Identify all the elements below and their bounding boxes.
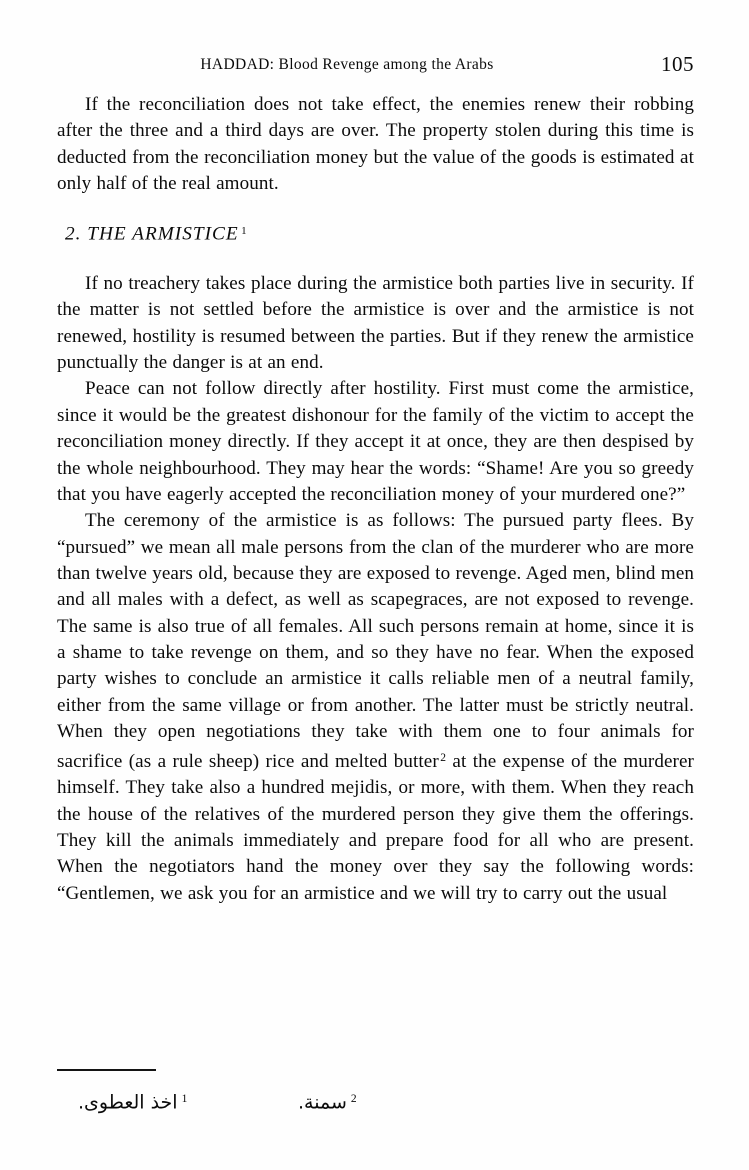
page-body: [57, 92, 694, 907]
footnote-separator-rule: [57, 1069, 156, 1071]
page-number: 105: [661, 52, 694, 76]
paragraph-reconciliation-renew: If the reconciliation does not take effect, the enemies renew their robbing after the three and a third days are over. The property stolen during this time is deducted from the reconciliation money but the value of the goods is estimated at only half of the real amount.: [57, 94, 694, 195]
section-heading-footnote-marker: 1: [241, 225, 247, 238]
paragraph-peace-cannot-follow: Peace can not follow directly after hostility. First must come the armistice, since it would be the greatest dishonour for the family of the victim to accept the reconciliation money directly. If they accept it at once, they are then despised by the whole neighbourhood. They may hear the words: “Shame! Are you so greedy that you have eagerly accepted the reconciliation money of your murdered one?”: [57, 378, 694, 505]
paragraph-ceremony-part-1: The ceremony of the armistice is as follows: The pursued party flees. By “pursued” we mean all male persons from the clan of the murderer who are more than twelve years old, because they are exposed to revenge. Aged men, blind men and all males with a defect, as well as scapegraces, are not exposed to revenge. The same is also true of all females. All such persons remain at home, since it is a shame to take revenge on them, and so they have no fear. When the exposed party wishes to conclude an armistice it calls reliable men of a neutral family, either from the same village or from another. The latter must be strictly neutral. When they open negotiations they take with them one to four animals for sacrifice (as a rule sheep) rice and melted butter: [57, 510, 694, 773]
running-head-title: HADDAD: Blood Revenge among the Arabs: [200, 56, 494, 73]
footnote-zone: [57, 1069, 694, 1120]
section-heading: [57, 218, 694, 248]
spacer-before-heading: [57, 197, 694, 218]
spacer-after-heading: [57, 248, 694, 271]
footnote-1: [78, 1084, 187, 1117]
footnote-line: [57, 1084, 694, 1120]
footnote-2-text: سمنة.: [298, 1090, 347, 1113]
paragraph-ceremony: [57, 508, 694, 907]
paragraph-ceremony-part-2: at the expense of the murderer himself. They take also a hundred mejidis, or more, with them. When they reach the house of the relatives of the murdered person they give them the offerings. They kill the animals immediately and prepare food for all who are present. When the negotiators hand the money over they say the following words: “Gentlemen, we ask you for an armistice and we will try to carry out the usual: [57, 751, 694, 904]
footnote-2-marker: 2: [350, 1092, 357, 1105]
footnote-1-text: اخذ العطوى.: [78, 1090, 178, 1113]
footnote-2: [298, 1084, 357, 1117]
footnote-1-marker: 1: [181, 1092, 188, 1105]
paragraph-no-treachery: If no treachery takes place during the armistice both parties live in security. If the matter is not settled before the armistice is over and the armistice is not renewed, hostility is resumed between the parties. But if they renew the armistice punctually the danger is at an end.: [57, 273, 694, 374]
footnote-marker-2: 2: [440, 752, 447, 765]
section-heading-text: 2. THE ARMISTICE: [65, 224, 239, 246]
running-head: [57, 52, 694, 80]
